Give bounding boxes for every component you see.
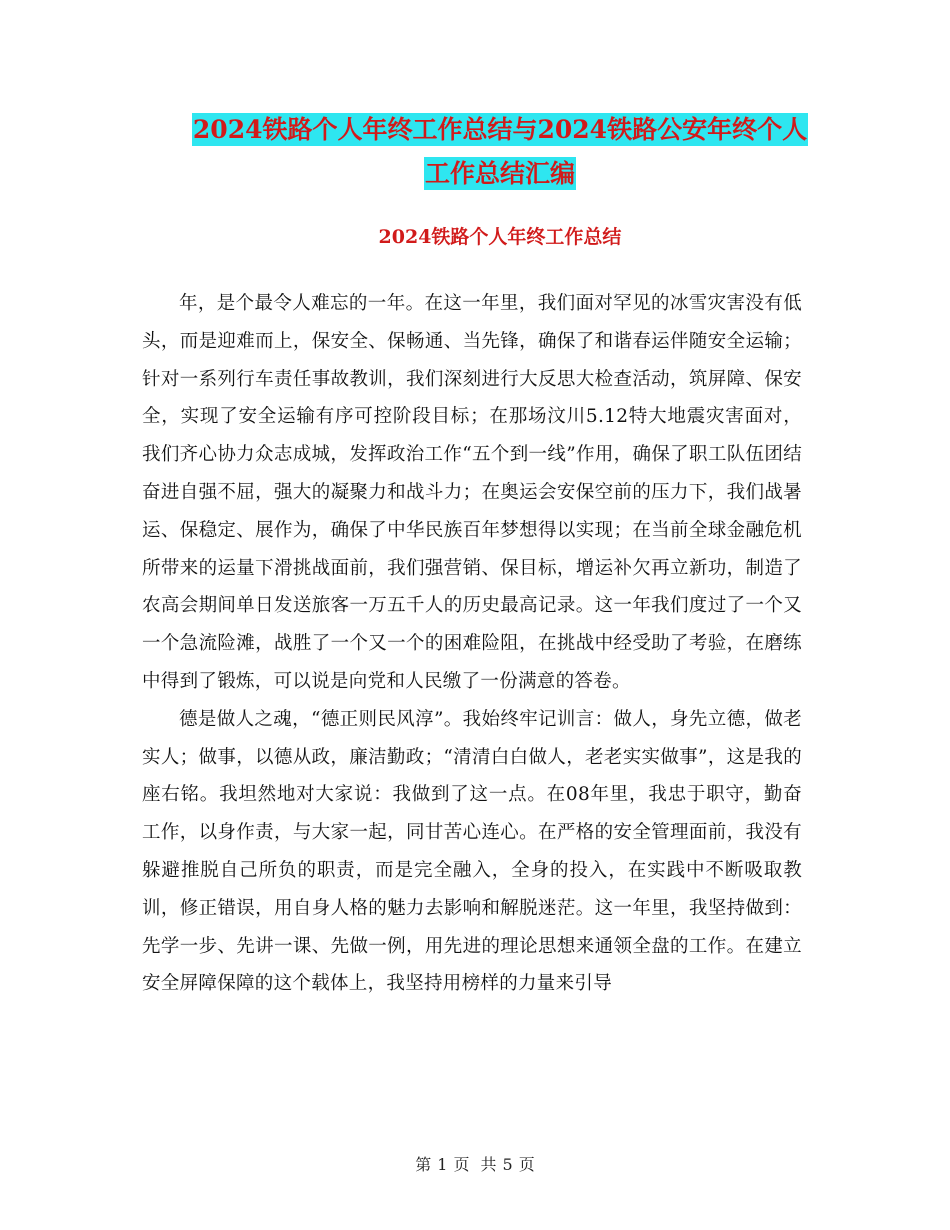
section-title: 2024铁路个人年终工作总结 (378, 226, 622, 248)
footer-mid: 页 共 (453, 1155, 497, 1174)
footer-suffix: 页 (518, 1155, 535, 1174)
paragraph-2: 德是做人之魂，“德正则民风淳”。我始终牢记训言：做人，身先立德，做老实人；做事，以德从政，廉洁勤政；“清清白白做人，老老实实做事”，这是我的座右铭。我坦然地对大家说：我做到了这一点。在08年里，我忠于职守，勤奋工作，以身作责，与大家一起，同甘苦心连心。在严格的安全管理面前，我没有躲避推脱自己所负的职责，而是完全融入，全身的投入，在实践中不断吸取教训，修正错误，用自身人格的魅力去影响和解脱迷茫。这一年里，我坚持做到：先学一步、先讲一课、先做一例，用先进的理论思想来通领全盘的工作。在建立安全屏障保障的这个载体上，我坚持用榜样的力量来引导 (142, 708, 802, 995)
document-title (140, 108, 860, 196)
page-footer (0, 1152, 950, 1175)
paragraph-1: 年，是个最令人难忘的一年。在这一年里，我们面对罕见的冰雪灾害没有低头，而是迎难而上，保安全、保畅通、当先锋，确保了和谐春运伴随安全运输；针对一系列行车责任事故教训，我们深刻进行大反思大检查活动，筑屏障、保安全，实现了安全运输有序可控阶段目标；在那场汶川5.12特大地震灾害面对，我们齐心协力众志成城，发挥政治工作“五个到一线”作用，确保了职工队伍团结奋进自强不屈，强大的凝聚力和战斗力；在奥运会安保空前的压力下，我们战暑运、保稳定、展作为，确保了中华民族百年梦想得以实现；在当前全球金融危机所带来的运量下滑挑战面前，我们强营销、保目标，增运补欠再立新功，制造了农高会期间单日发送旅客一万五千人的历史最高记录。这一年我们度过了一个又一个急流险滩，战胜了一个又一个的困难险阻，在挑战中经受助了考验，在磨练中得到了锻炼，可以说是向党和人民缴了一份满意的答卷。 (142, 293, 802, 692)
footer-total-pages: 5 (502, 1155, 513, 1174)
footer-page-number: 1 (437, 1155, 448, 1174)
footer-prefix: 第 (415, 1155, 432, 1174)
document-title-line-2: 工作总结汇编 (424, 159, 575, 188)
document-title-line-1: 2024铁路个人年终工作总结与2024铁路公安年终个人 (192, 115, 808, 144)
document-body (142, 285, 802, 1003)
